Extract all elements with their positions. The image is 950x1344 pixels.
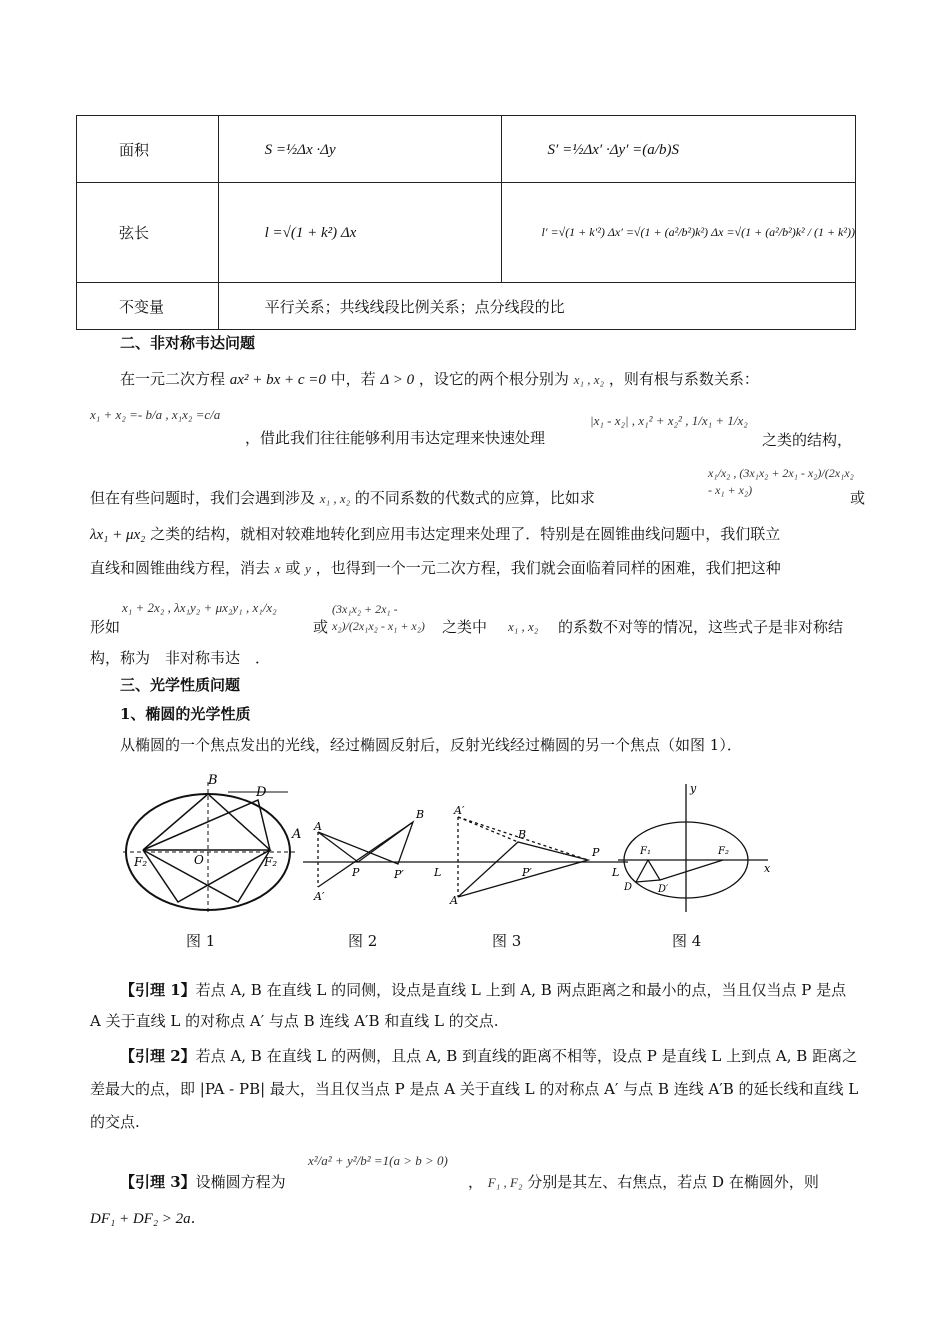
label-L: L	[434, 866, 442, 879]
figure-1-ellipse	[123, 782, 298, 912]
label-P: P	[352, 866, 360, 879]
section-heading: 二、非对称韦达问题	[120, 334, 256, 352]
lemma-3-cont: ， F₁ , F₂ 分别是其左、右焦点，若点 D 在椭圆外，则	[468, 1173, 819, 1191]
lemma-3: 【引理 3】设椭圆方程为	[120, 1173, 286, 1191]
label-A: A	[450, 894, 458, 907]
figure-caption: 图 2	[348, 932, 378, 950]
equation: x₁ + x₂ =- b/a , x₁x₂ =c/a	[90, 407, 221, 422]
label-Pp: P′	[394, 868, 404, 881]
equation: |x₁ - x₂| , x₁² + x₂² , 1/x₁ + 1/x₂	[590, 413, 748, 428]
paragraph: λx₁ + μx₂ 之类的结构，就相对较难地转化到应用韦达定理来处理了．特别是在圆锥曲线问题中，我们联立	[90, 525, 781, 543]
label-Ap: A′	[454, 804, 465, 817]
label-B: B	[208, 773, 218, 788]
equation: x₁ , x₂	[573, 372, 605, 387]
formula-left: l =√(1 + k²) Δx	[264, 225, 357, 241]
paragraph: 从椭圆的一个焦点发出的光线，经过椭圆反射后，反射光线经过椭圆的另一个焦点（如图 1）．	[120, 736, 742, 754]
figure-3	[448, 817, 628, 897]
label-L: L	[612, 866, 620, 879]
paragraph: 构，称为 非对称韦达 ．	[90, 649, 271, 667]
lemma-1: 【引理 1】若点 A, B 在直线 L 的同侧，设点是直线 L 上到 A, B 两点距离之和最小的点，当且仅当点 P 是点 A 关于直线 L 的对称点 A′ 与点 B 连线 A′B 和直线 L 的交点.	[90, 981, 847, 1030]
label-D: D	[256, 785, 267, 800]
equation: λx₁ + μx₂	[90, 527, 146, 543]
comparison-table	[76, 115, 856, 330]
equation: DF₁ + DF₂ > 2a.	[90, 1209, 196, 1227]
paragraph: 形如 或 之类中 x₁ , x₂ 的系数不对等的情况，这些式子是非对称结	[90, 618, 844, 636]
section-heading: 三、光学性质问题	[120, 676, 241, 694]
table-row	[77, 283, 856, 330]
equation: x₁ + 2x₂ , λx₁y₂ + μx₂y₁ , x₁/x₂	[122, 600, 277, 615]
label-y: y	[690, 782, 697, 795]
row-label: 面积	[77, 116, 219, 183]
formula-right: l′ =√(1 + k′²) Δx′ =√(1 + (a²/b²)k²) Δx =√(1 + (a²/b²)k² / (1 + k²))	[541, 225, 855, 239]
equation: Δ > 0	[380, 372, 415, 388]
row-label: 不变量	[77, 283, 219, 330]
label-F2: F₂	[718, 846, 729, 857]
label-x: x	[764, 862, 771, 875]
figure-2	[303, 822, 448, 887]
label-F2b: F₂	[264, 855, 278, 869]
label-B: B	[518, 828, 527, 841]
equation: (3x₁x₂ + 2x₁ - x₂)/(2x₁x₂ - x₁ + x₂)	[332, 602, 425, 633]
label-Pp: P′	[522, 866, 532, 879]
label-A: A	[314, 820, 322, 833]
figure-caption: 图 1	[186, 932, 216, 950]
label-A: A	[292, 827, 302, 842]
paragraph: 直线和圆锥曲线方程，消去 x 或 y ，也得到一个一元二次方程，我们就会面临着同样的困难，我们把这种	[90, 559, 781, 577]
paragraph: ，借此我们往往能够利用韦达定理来快速处理	[245, 429, 546, 447]
label-F1: F₁	[640, 846, 651, 857]
label-D: D	[624, 882, 633, 893]
formula-left: S =½Δx ·Δy	[264, 141, 336, 158]
subsection-heading: 1、椭圆的光学性质	[120, 705, 251, 723]
table-row	[77, 183, 856, 283]
equation: x₁/x₂ , (3x₁x₂ + 2x₁ - x₂)/(2x₁x₂ - x₁ + x₂)	[708, 466, 854, 497]
figure-caption: 图 3	[492, 932, 522, 950]
paragraph: 在一元二次方程 ax² + bx + c =0 中，若 Δ > 0 ，设它的两个根分别为 x₁ , x₂ ，则有根与系数关系：	[120, 370, 759, 388]
equation: x²/a² + y²/b² =1(a > b > 0)	[308, 1153, 448, 1168]
row-label: 弦长	[77, 183, 219, 283]
figure-caption: 图 4	[672, 932, 702, 950]
figures-strip	[118, 772, 778, 922]
paragraph: 之类的结构，	[762, 431, 853, 449]
formula-right: S′ =½Δx′ ·Δy′ =(a/b)S	[547, 141, 679, 158]
label-Ap: A′	[314, 890, 325, 903]
label-F2: F₂	[134, 855, 148, 869]
paragraph: 但在有些问题时，我们会遇到涉及 x₁ , x₂ 的不同系数的代数式的应算，比如求 或	[90, 489, 866, 507]
table-row	[77, 116, 856, 183]
label-O: O	[194, 853, 204, 867]
label-B: B	[416, 808, 425, 821]
label-Dp: D′	[658, 884, 669, 895]
lemma-2: 【引理 2】若点 A, B 在直线 L 的两侧，且点 A, B 到直线的距离不相等，设点 P 是直线 L 上到点 A, B 距离之差最大的点，即 |PA - PB| 最大，当且仅当点 P 是点 A 关于直线 L 的对称点 A′ 与点 B 连线 A′B 的延长线和直线 L 的交点.	[90, 1047, 859, 1131]
equation: ax² + bx + c =0	[229, 372, 326, 388]
invariant-text: 平行关系；共线线段比例关系；点分线段的比	[218, 283, 855, 330]
label-P: P	[592, 846, 600, 859]
equation: x₁ , x₂	[319, 491, 351, 506]
